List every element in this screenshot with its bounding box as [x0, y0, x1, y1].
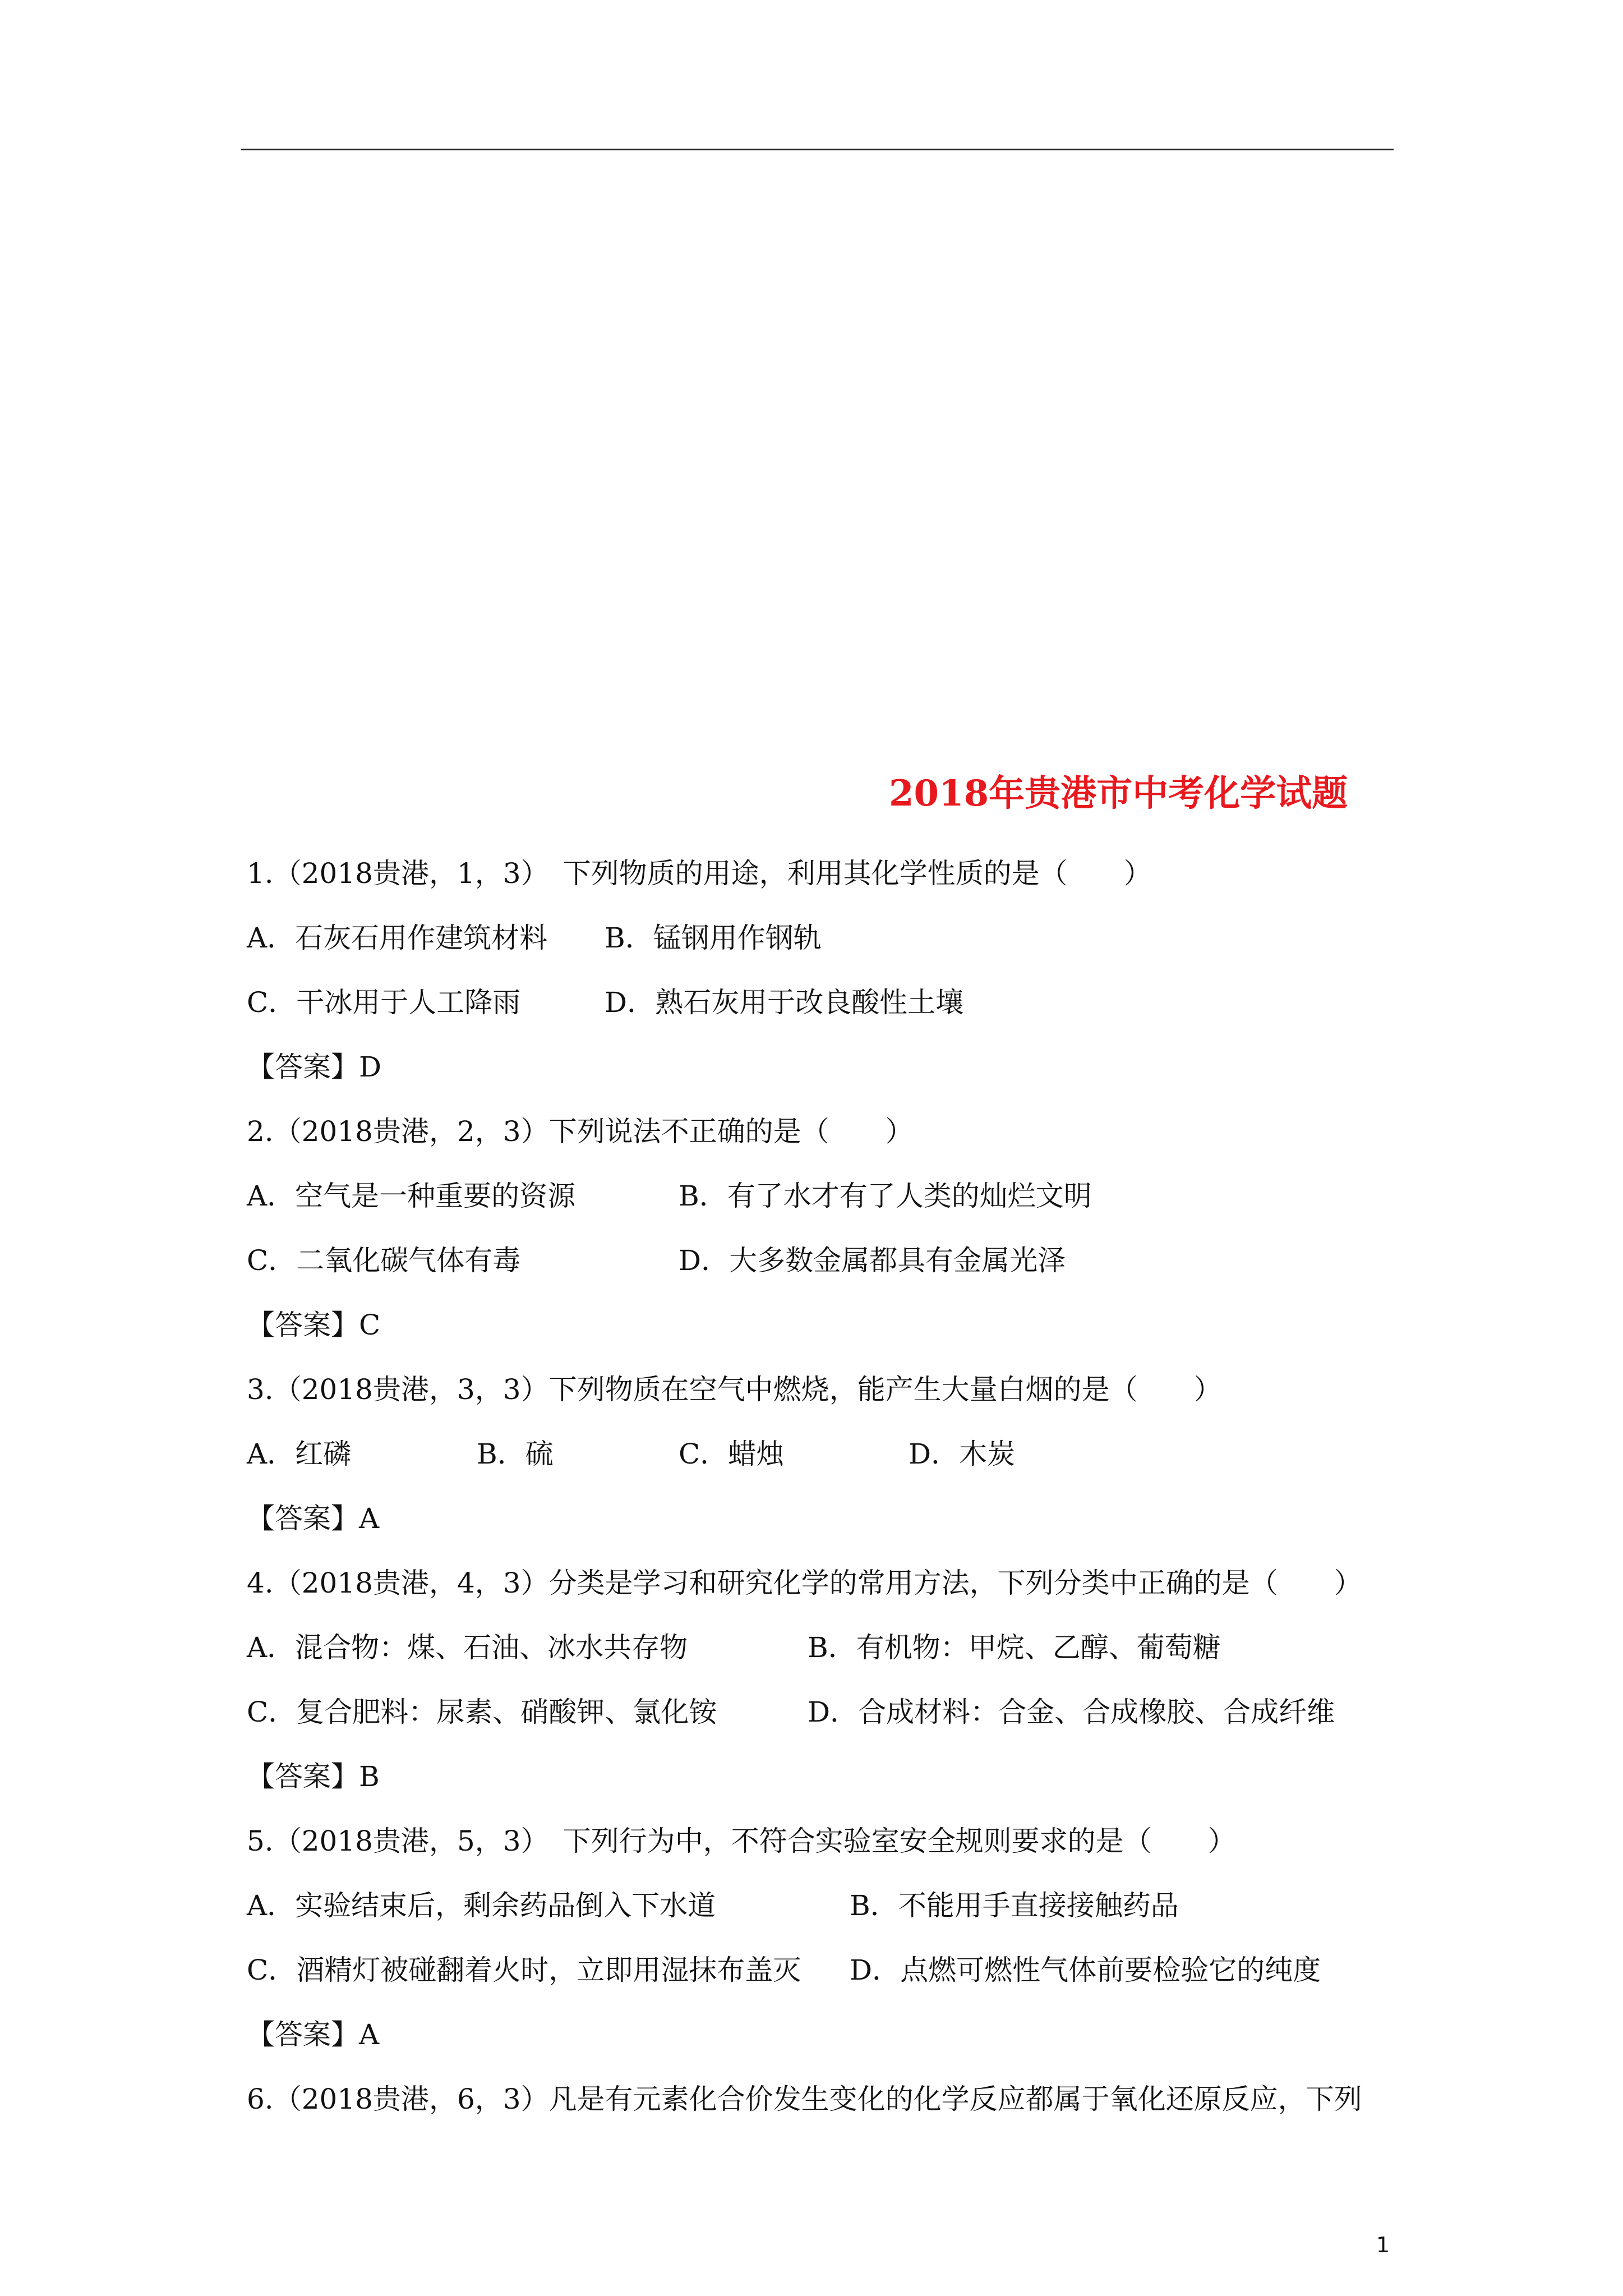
question-stem-text: 6.（2018贵港，6，3）凡是有元素化合价发生变化的化学反应都属于氧化还原反应，下列 [247, 2083, 1362, 2115]
option-d: D．熟石灰用于改良酸性土壤 [605, 986, 964, 1019]
question-stem-text: 2.（2018贵港，2，3）下列说法不正确的是（ ） [247, 1115, 914, 1148]
option-d: D．大多数金属都具有金属光泽 [679, 1244, 1066, 1277]
question-1-options-row-1 [247, 906, 1394, 970]
page-number: 1 [1376, 2233, 1390, 2257]
question-6-stem [247, 2067, 1394, 2132]
option-c: C．干冰用于人工降雨 [247, 986, 521, 1019]
question-1-options-row-2 [247, 970, 1394, 1035]
option-d: D．合成材料：合金、合成橡胶、合成纤维 [808, 1696, 1335, 1728]
option-a: A．石灰石用作建筑材料 [247, 922, 548, 954]
question-2-stem [247, 1099, 1394, 1164]
option-b: B．有了水才有了人类的灿烂文明 [679, 1180, 1092, 1212]
option-d: D．点燃可燃性气体前要检验它的纯度 [850, 1954, 1321, 1986]
option-a: A．混合物：煤、石油、冰水共存物 [247, 1631, 688, 1664]
option-b: B．锰钢用作钢轨 [605, 922, 822, 954]
question-5-answer [247, 2003, 1394, 2067]
option-d: D．木炭 [909, 1438, 1016, 1470]
question-4-answer [247, 1745, 1394, 1809]
option-c: C．酒精灯被碰翻着火时，立即用湿抹布盖灭 [247, 1954, 801, 1986]
question-3-stem [247, 1358, 1394, 1422]
question-stem-text: 1.（2018贵港，1，3） 下列物质的用途，利用其化学性质的是（ ） [247, 857, 1152, 890]
answer-text: 【答案】C [247, 1309, 381, 1341]
question-4-stem [247, 1551, 1394, 1616]
header-rule [241, 149, 1394, 150]
option-b: B．有机物：甲烷、乙醇、葡萄糖 [808, 1631, 1221, 1664]
question-stem-text: 3.（2018贵港，3，3）下列物质在空气中燃烧，能产生大量白烟的是（ ） [247, 1373, 1222, 1406]
answer-text: 【答案】A [247, 2018, 380, 2051]
question-2-options-row-1 [247, 1164, 1394, 1228]
option-b: B．不能用手直接接触药品 [850, 1889, 1179, 1922]
question-3-answer [247, 1487, 1394, 1551]
question-4-options-row-1 [247, 1616, 1394, 1680]
question-2-options-row-2 [247, 1228, 1394, 1293]
question-5-options-row-2 [247, 1938, 1394, 2003]
question-stem-text: 4.（2018贵港，4，3）分类是学习和研究化学的常用方法，下列分类中正确的是（ ） [247, 1567, 1362, 1599]
question-1-stem [247, 841, 1394, 906]
option-a: A．空气是一种重要的资源 [247, 1180, 576, 1212]
question-stem-text: 5.（2018贵港，5，3） 下列行为中，不符合实验室安全规则要求的是（ ） [247, 1825, 1236, 1857]
option-b: B．硫 [477, 1438, 554, 1470]
question-2-answer [247, 1293, 1394, 1358]
option-c: C．蜡烛 [679, 1438, 785, 1470]
answer-text: 【答案】B [247, 1760, 380, 1793]
document-title: 2018年贵港市中考化学试题 [889, 772, 1348, 815]
question-1-answer [247, 1035, 1394, 1099]
option-a: A．实验结束后，剩余药品倒入下水道 [247, 1889, 716, 1922]
answer-text: 【答案】D [247, 1051, 382, 1083]
option-c: C．复合肥料：尿素、硝酸钾、氯化铵 [247, 1696, 717, 1728]
question-5-stem [247, 1809, 1394, 1874]
option-a: A．红磷 [247, 1438, 352, 1470]
question-4-options-row-2 [247, 1680, 1394, 1745]
option-c: C．二氧化碳气体有毒 [247, 1244, 521, 1277]
question-5-options-row-1 [247, 1874, 1394, 1938]
question-3-options-row [247, 1422, 1394, 1487]
answer-text: 【答案】A [247, 1502, 380, 1535]
question-list [247, 841, 1394, 2132]
